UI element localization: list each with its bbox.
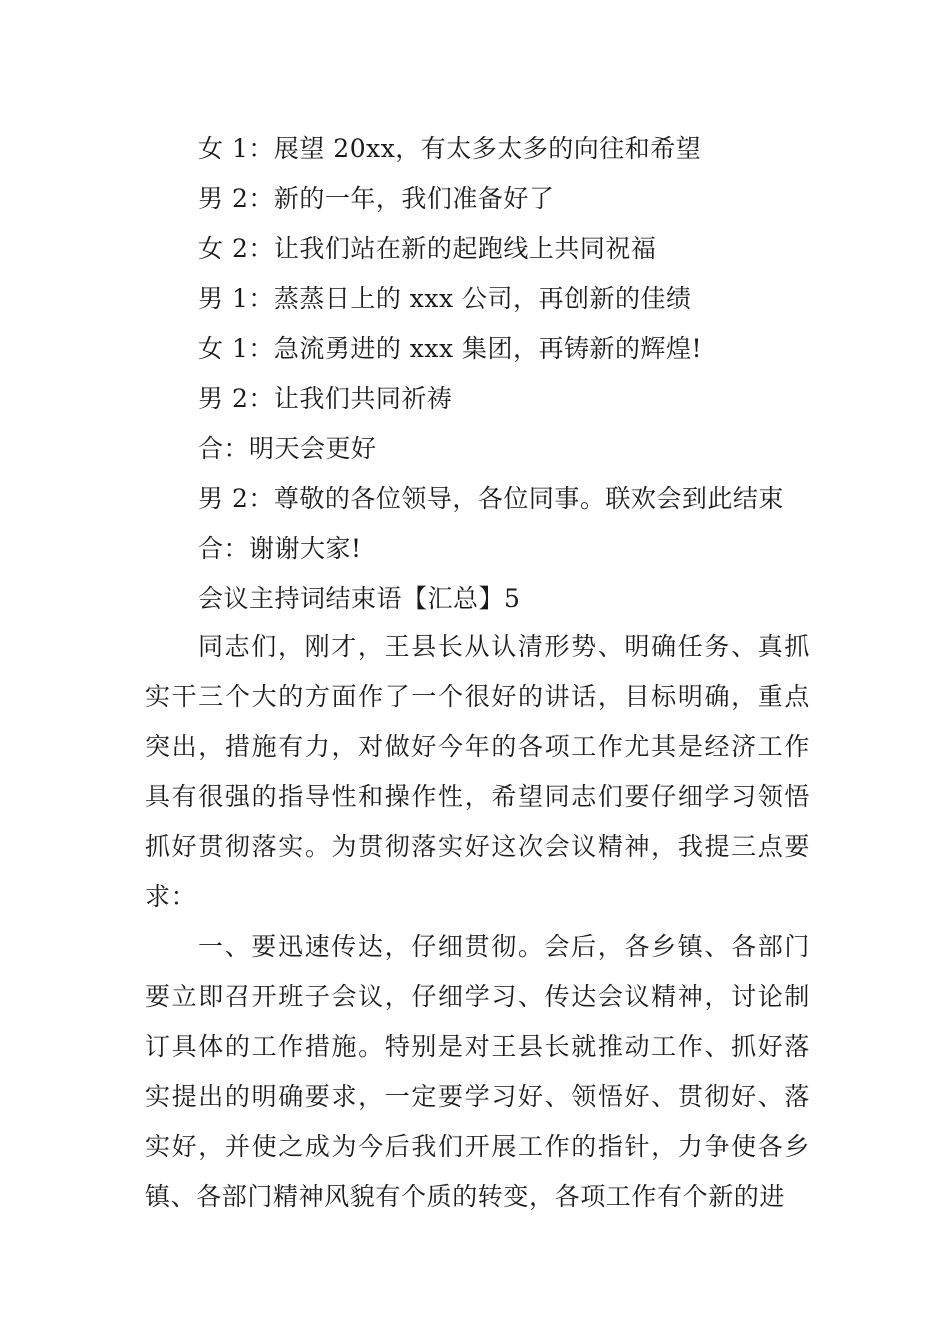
dialogue-line: 男 1：蒸蒸日上的 xxx 公司，再创新的佳绩 [198,284,692,313]
section-title: 会议主持词结束语【汇总】5 [198,584,521,613]
dialogue-line: 女 1：展望 20xx，有太多太多的向往和希望 [198,134,702,163]
dialogue-line: 男 2：尊敬的各位领导，各位同事。联欢会到此结束 [198,484,784,513]
body-paragraph: 同志们，刚才，王县长从认清形势、明确任务、真抓实干三个大的方面作了一个很好的讲话，目标明确，重点突出，措施有力，对做好今年的各项工作尤其是经济工作具有很强的指导性和操作性，希望同志们要仔细学习领悟抓好贯彻落实。为贯彻落实好这次会议精神，我提三点要求： [145,632,810,911]
body-paragraph: 一、要迅速传达，仔细贯彻。会后，各乡镇、各部门要立即召开班子会议，仔细学习、传达会议精神，讨论制订具体的工作措施。特别是对王县长就推动工作、抓好落实提出的明确要求，一定要学习好、领悟好、贯彻好、落实好，并使之成为今后我们开展工作的指针，力争使各乡镇、各部门精神风貌有个质的转变，各项工作有个新的进 [145,932,810,1211]
dialogue-line: 女 2：让我们站在新的起跑线上共同祝福 [198,234,657,263]
dialogue-line: 合：明天会更好 [198,434,377,463]
dialogue-line: 合：谢谢大家! [198,534,362,563]
dialogue-line: 女 1：急流勇进的 xxx 集团，再铸新的辉煌! [198,334,703,363]
dialogue-line: 男 2：让我们共同祈祷 [198,384,453,413]
dialogue-line: 男 2：新的一年，我们准备好了 [198,184,555,213]
